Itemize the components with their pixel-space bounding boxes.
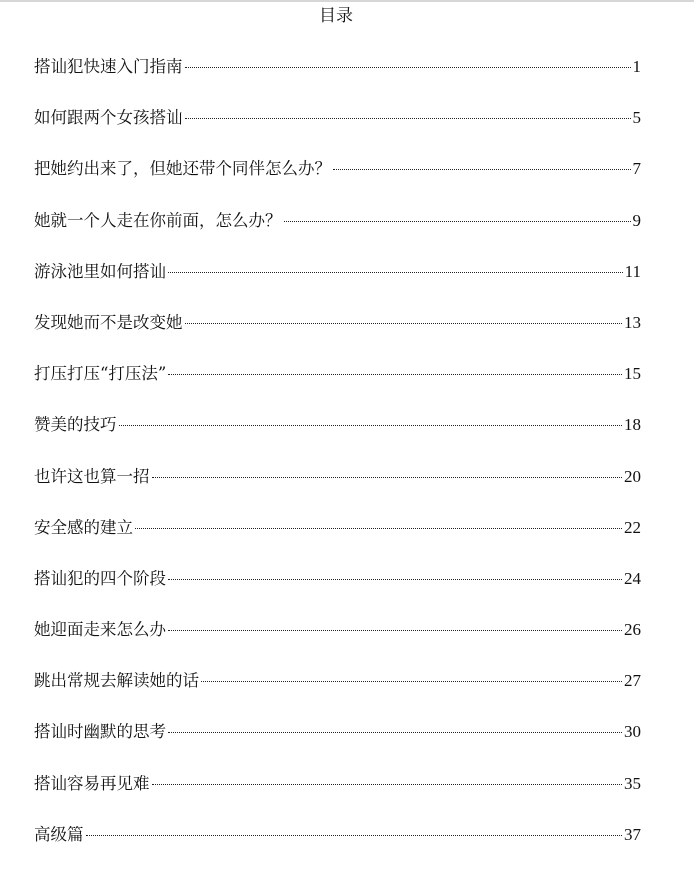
- toc-entry-page: 35: [624, 773, 641, 793]
- toc-entry-title: 打压打压“打压法”: [34, 364, 167, 384]
- toc-entry-title: 发现她而不是改变她: [34, 312, 183, 332]
- toc-entry-title: 搭讪时幽默的思考: [34, 722, 166, 742]
- toc-dot-leader: [333, 169, 631, 170]
- toc-entry-page: 11: [624, 261, 641, 281]
- toc-dot-leader: [168, 272, 623, 273]
- toc-dot-leader: [185, 323, 623, 324]
- toc-entry-page: 24: [624, 568, 641, 588]
- toc-entry-title: 如何跟两个女孩搭讪: [34, 108, 183, 128]
- toc-entry[interactable]: [34, 823, 641, 874]
- toc-entry-page: 9: [632, 210, 641, 230]
- toc-entry[interactable]: [34, 567, 641, 618]
- toc-entry-title: 也许这也算一招: [34, 466, 150, 486]
- toc-entry[interactable]: [34, 618, 641, 669]
- page-top-border: [0, 0, 694, 2]
- toc-entry-title: 把她约出来了，但她还带个同伴怎么办？: [34, 159, 331, 179]
- toc-dot-leader: [185, 67, 631, 68]
- toc-entry-page: 30: [624, 722, 641, 742]
- toc-entry-title: 搭讪犯快速入门指南: [34, 57, 183, 76]
- toc-entry[interactable]: [34, 106, 641, 157]
- toc-entry[interactable]: [34, 465, 641, 516]
- toc-entry-page: 1: [632, 57, 641, 76]
- toc-dot-leader: [135, 528, 622, 529]
- toc-entry-page: 18: [624, 415, 641, 435]
- toc-entry[interactable]: [34, 362, 641, 413]
- toc-entry[interactable]: [34, 209, 641, 260]
- toc-entry[interactable]: [34, 311, 641, 362]
- table-of-contents: [34, 55, 641, 874]
- toc-dot-leader: [168, 579, 622, 580]
- toc-dot-leader: [168, 732, 622, 733]
- toc-dot-leader: [201, 681, 622, 682]
- toc-entry[interactable]: [34, 669, 641, 720]
- toc-entry[interactable]: [34, 55, 641, 106]
- toc-entry-page: 5: [632, 108, 641, 128]
- toc-entry[interactable]: [34, 772, 641, 823]
- toc-dot-leader: [168, 630, 622, 631]
- toc-entry-page: 7: [632, 159, 641, 179]
- toc-entry-page: 26: [624, 620, 641, 640]
- toc-entry-page: 22: [624, 517, 641, 537]
- toc-entry-title: 游泳池里如何搭讪: [34, 261, 166, 281]
- toc-entry[interactable]: [34, 516, 641, 567]
- toc-entry[interactable]: [34, 413, 641, 464]
- toc-entry-title: 搭讪容易再见难: [34, 773, 150, 793]
- toc-entry[interactable]: [34, 157, 641, 208]
- toc-dot-leader: [152, 477, 623, 478]
- toc-entry-page: 15: [624, 364, 641, 384]
- toc-entry-page: 27: [624, 671, 641, 691]
- toc-entry[interactable]: [34, 720, 641, 771]
- toc-dot-leader: [284, 221, 631, 222]
- toc-entry-page: 13: [624, 312, 641, 332]
- toc-entry-title: 她迎面走来怎么办: [34, 620, 166, 640]
- toc-entry-title: 搭讪犯的四个阶段: [34, 568, 166, 588]
- toc-entry-title: 跳出常规去解读她的话: [34, 671, 199, 691]
- toc-dot-leader: [86, 835, 623, 836]
- toc-dot-leader: [119, 425, 623, 426]
- toc-entry-title: 安全感的建立: [34, 517, 133, 537]
- toc-dot-leader: [168, 374, 622, 375]
- toc-entry-title: 她就一个人走在你前面，怎么办？: [34, 210, 282, 230]
- page-title: 目录: [319, 6, 353, 26]
- toc-dot-leader: [185, 118, 631, 119]
- toc-dot-leader: [152, 784, 623, 785]
- toc-entry[interactable]: [34, 260, 641, 311]
- toc-entry-title: 高级篇: [34, 824, 84, 844]
- toc-entry-page: 20: [624, 466, 641, 486]
- toc-entry-page: 37: [624, 824, 641, 844]
- toc-entry-title: 赞美的技巧: [34, 415, 117, 435]
